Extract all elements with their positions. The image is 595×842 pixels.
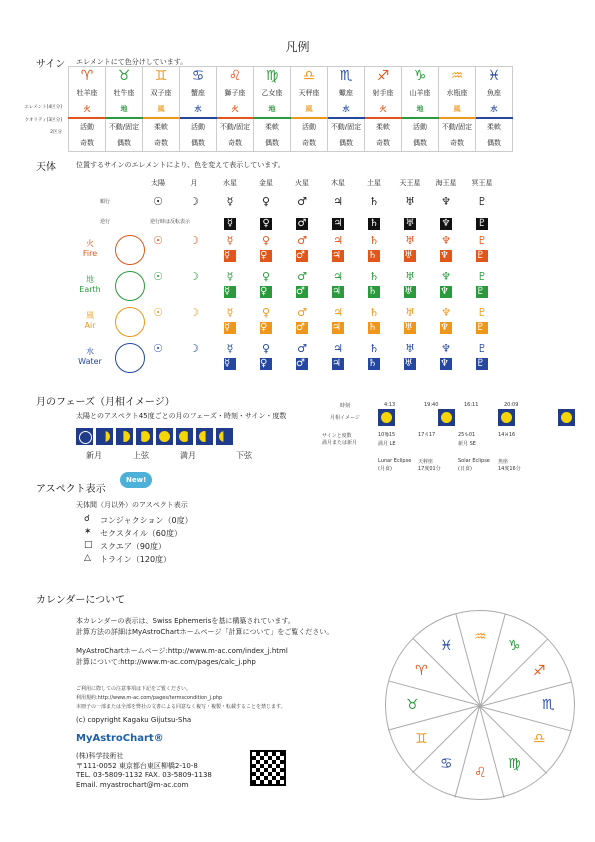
element-planet-glyph: ♄ — [369, 270, 379, 283]
sign-quality-cell: 柔軟 — [143, 118, 180, 135]
aspect-glyph-icon: ☌ — [84, 514, 91, 524]
element-planet-glyph: ♇ — [477, 306, 487, 319]
element-planet-retro-icon: ♇ — [476, 286, 488, 298]
moon-phase-icon — [76, 428, 93, 445]
element-planet-glyph: ♇ — [477, 342, 487, 355]
sign-element-cell: 火 — [217, 101, 254, 118]
element-planet-retro-icon: ♆ — [440, 250, 452, 262]
element-planet-retro-icon: ☿ — [224, 250, 236, 262]
element-planet-retro-icon: ♂ — [296, 250, 308, 262]
element-jp: 火 — [86, 239, 94, 248]
element-planet-glyph: ☿ — [226, 234, 234, 247]
moon-example-caption2: (月食) — [378, 466, 392, 472]
sign-element-cell: 地 — [402, 101, 439, 118]
sign-element-cell: 火 — [69, 101, 106, 118]
calc-link[interactable]: 計算について:http://www.m-ac.com/pages/calc_j.php — [76, 658, 256, 666]
planet-glyph-retro-icon: ♄ — [369, 218, 379, 229]
planet-section-label: 天体 — [36, 162, 56, 173]
moon-example-icon — [558, 409, 575, 426]
moon-example-event: 新月 SE — [458, 441, 476, 447]
aspect-glyph-icon: ✶ — [84, 527, 92, 537]
legend-time: 時刻 — [340, 403, 351, 409]
sign-glyph-cell: ♋ — [180, 67, 217, 86]
sign-glyph-cell: ♒ — [439, 67, 476, 86]
moon-example-caption: 天秤座 — [418, 459, 434, 465]
moon-phase-icon — [136, 428, 153, 445]
element-en: Air — [84, 321, 96, 330]
company-address: 〒111-0052 東京都台東区柳橋2-10-8 — [76, 762, 198, 770]
legend-sign-degree: サインと度数 — [322, 433, 352, 439]
element-planet-glyph: ♀ — [261, 234, 271, 247]
planet-name: 木星 — [331, 179, 345, 187]
company-tel: TEL. 03-5809-1132 FAX. 03-5809-1138 — [76, 771, 212, 779]
moon-example-sign: 17♌17 — [418, 432, 436, 438]
element-planet-retro-icon: ♂ — [296, 358, 308, 370]
sign-section-note: エレメントにて色分けしています。 — [76, 58, 188, 66]
element-jp: 水 — [86, 347, 94, 356]
calendar-section-label: カレンダーについて — [36, 595, 126, 606]
moon-phase-icon — [156, 428, 173, 445]
element-planet-glyph: ♅ — [405, 306, 415, 319]
row-label-quality: クオリティ[3区分] — [24, 118, 62, 123]
wheel-sign-icon: ♑ — [508, 638, 521, 655]
element-planet-retro-icon: ♅ — [404, 250, 416, 262]
sign-dual-cell: 奇数 — [143, 135, 180, 152]
moon-example-time: 19:40 — [424, 402, 439, 408]
element-en: Water — [78, 357, 102, 366]
element-planet-glyph: ♀ — [261, 306, 271, 319]
element-planet-glyph: ♇ — [477, 234, 487, 247]
element-planet-glyph: ☽ — [189, 342, 199, 355]
sign-quality-cell: 不動/固定 — [106, 118, 143, 135]
sign-quality-cell: 活動 — [402, 118, 439, 135]
element-planet-glyph: ♆ — [441, 342, 451, 355]
sign-glyph-cell: ♈ — [69, 67, 106, 86]
element-planet-glyph: ♄ — [369, 234, 379, 247]
moon-example-sign: 14♓16 — [498, 432, 516, 438]
moon-example-event: 満月 LE — [378, 441, 396, 447]
moon-phase-icon — [116, 428, 133, 445]
sign-table — [68, 66, 513, 152]
element-planet-retro-icon: ♃ — [332, 322, 344, 334]
element-planet-glyph: ☉ — [153, 270, 163, 283]
element-planet-glyph: ♅ — [405, 234, 415, 247]
element-planet-glyph: ☿ — [226, 342, 234, 355]
planet-glyph-direct: ♇ — [477, 194, 487, 208]
company-email[interactable]: Email. myastrochart@m-ac.com — [76, 781, 189, 789]
element-planet-retro-icon: ♄ — [368, 358, 380, 370]
planet-glyph-direct: ♆ — [441, 194, 451, 208]
element-planet-retro-icon: ♄ — [368, 250, 380, 262]
retro-note: 逆行時は反転表示 — [150, 219, 191, 225]
sign-name-cell: 蠍座 — [328, 85, 365, 101]
moon-example-time: 20:09 — [504, 402, 519, 408]
moon-example-caption2: 14度16分 — [498, 466, 521, 472]
moon-phase-icon — [176, 428, 193, 445]
aspect-label: スクエア（90度） — [100, 542, 167, 551]
aspect-section-note: 天体間（月以外）のアスペクト表示 — [76, 501, 188, 509]
sign-section-label: サイン — [36, 59, 66, 70]
moon-example-icon — [498, 409, 515, 426]
sign-element-cell: 風 — [439, 101, 476, 118]
planet-name: 太陽 — [151, 179, 165, 187]
moon-example-time: 16:11 — [464, 402, 479, 408]
sign-element-cell: 水 — [476, 101, 513, 118]
row-direct-label: 順行 — [100, 199, 111, 205]
element-planet-glyph: ☉ — [153, 342, 163, 355]
element-label — [70, 274, 110, 294]
label-last-quarter: 下弦 — [236, 451, 252, 460]
element-planet-glyph: ☽ — [189, 306, 199, 319]
planet-table — [140, 176, 500, 234]
sign-name-cell: 天秤座 — [291, 85, 328, 101]
planet-glyph-retro-icon: ♇ — [477, 218, 487, 229]
wheel-sign-icon: ♍ — [508, 755, 521, 772]
element-jp: 地 — [86, 275, 94, 284]
moon-example-caption: Lunar Eclipse — [378, 458, 412, 464]
sign-name-cell: 双子座 — [143, 85, 180, 101]
planet-name: 冥王星 — [471, 179, 493, 187]
label-first-quarter: 上弦 — [133, 451, 149, 460]
element-planet-retro-icon: ♄ — [368, 286, 380, 298]
planet-name: 土星 — [367, 179, 381, 187]
sign-quality-cell: 活動 — [291, 118, 328, 135]
element-planet-glyph: ♂ — [297, 306, 307, 319]
element-planet-glyph: ☿ — [226, 306, 234, 319]
planet-name: 水星 — [223, 179, 237, 187]
sign-quality-cell: 柔軟 — [254, 118, 291, 135]
moon-phase-icon — [216, 428, 233, 445]
planet-glyph-retro — [212, 212, 248, 234]
sign-dual-cell: 奇数 — [365, 135, 402, 152]
sign-quality-cell: 不動/固定 — [328, 118, 365, 135]
sign-element-cell: 風 — [143, 101, 180, 118]
element-planet-glyph: ♀ — [261, 342, 271, 355]
element-planet-glyph: ♂ — [297, 234, 307, 247]
element-planet-glyph: ♃ — [333, 270, 343, 283]
fine-print-2[interactable]: 利用規約:http://www.m-ac.com/pages/termscondition_j.php — [76, 695, 223, 701]
sign-quality-cell: 柔軟 — [365, 118, 402, 135]
element-planet-retro-icon: ♀ — [260, 286, 272, 298]
moon-example-icon — [438, 409, 455, 426]
element-planet-retro-icon: ♀ — [260, 358, 272, 370]
sign-glyph-cell: ♎ — [291, 67, 328, 86]
wheel-sign-icon: ♒ — [474, 629, 487, 645]
sign-name-cell: 獅子座 — [217, 85, 254, 101]
moon-example-caption: 魚座 — [498, 459, 509, 465]
element-planet-glyph: ♄ — [369, 306, 379, 319]
fine-print-3: 本冊子の一部または全部を弊社の文書による同意なく複写・複製・転載することを禁じます。 — [76, 704, 286, 710]
mini-zodiac-wheel — [115, 343, 145, 373]
element-planet-glyph: ☉ — [153, 234, 163, 247]
planet-glyph-direct: ♂ — [297, 194, 307, 208]
moon-example-caption2: 17度01分 — [418, 466, 441, 472]
sign-glyph-cell: ♉ — [106, 67, 143, 86]
sign-dual-cell: 偶数 — [254, 135, 291, 152]
moon-example-sign: 10♍15 — [378, 432, 396, 438]
sign-name-cell: 蟹座 — [180, 85, 217, 101]
element-planet-glyph: ♅ — [405, 342, 415, 355]
element-planet-retro-icon: ♂ — [296, 286, 308, 298]
element-planet-glyph: ♃ — [333, 342, 343, 355]
planet-name: 海王星 — [435, 179, 457, 187]
row-label-element: エレメント[4区分] — [24, 105, 62, 110]
wheel-sign-icon: ♐ — [532, 663, 546, 679]
element-planet-retro-icon: ♅ — [404, 286, 416, 298]
sign-quality-cell: 活動 — [69, 118, 106, 135]
element-planet-glyph: ♃ — [333, 306, 343, 319]
planet-glyph-retro-icon: ♆ — [441, 218, 451, 229]
wheel-sign-icon: ♎ — [532, 731, 546, 747]
planet-glyph-retro — [248, 212, 284, 234]
planet-section-note: 位置するサインのエレメントにより、色を変えて表示しています。 — [76, 161, 285, 169]
element-planet-retro-icon: ♆ — [440, 358, 452, 370]
element-planet-retro-icon: ♇ — [476, 358, 488, 370]
sign-element-cell: 地 — [254, 101, 291, 118]
sign-quality-cell: 不動/固定 — [439, 118, 476, 135]
element-label — [70, 346, 110, 366]
sign-glyph-cell: ♓ — [476, 67, 513, 86]
row-label-dual: 2区分 — [50, 130, 62, 135]
element-planet-retro-icon: ♃ — [332, 358, 344, 370]
wheel-spoke — [454, 706, 480, 798]
planet-glyph-retro — [464, 212, 500, 234]
qr-code[interactable] — [250, 750, 286, 786]
sign-name-cell: 山羊座 — [402, 85, 439, 101]
sign-dual-cell: 偶数 — [106, 135, 143, 152]
wheel-sign-icon: ♈ — [415, 663, 428, 679]
element-planet-retro-icon: ☿ — [224, 286, 236, 298]
aspect-label: セクスタイル（60度） — [100, 529, 182, 538]
sign-dual-cell: 奇数 — [291, 135, 328, 152]
wheel-sign-icon: ♉ — [406, 697, 419, 713]
element-planet-glyph: ♄ — [369, 342, 379, 355]
sign-dual-cell: 偶数 — [180, 135, 217, 152]
element-planet-retro-icon: ♃ — [332, 286, 344, 298]
label-new-moon: 新月 — [86, 451, 102, 460]
planet-glyph-retro — [140, 212, 176, 234]
element-planet-retro-icon: ♇ — [476, 250, 488, 262]
element-planet-retro-icon: ☿ — [224, 358, 236, 370]
moon-example-caption2: (日食) — [458, 466, 472, 472]
planet-name: 火星 — [295, 179, 309, 187]
calendar-line-1: 本カレンダーの表示は、Swiss Ephemerisを基に構築されています。 — [76, 617, 295, 625]
element-planet-glyph: ♅ — [405, 270, 415, 283]
element-planet-retro-icon: ♅ — [404, 322, 416, 334]
element-planet-retro-icon: ♇ — [476, 322, 488, 334]
wheel-sign-icon: ♊ — [415, 731, 428, 747]
page-title: 凡例 — [285, 40, 310, 54]
planet-glyph-retro-icon: ♅ — [405, 218, 415, 229]
planet-glyph-retro-icon: ♃ — [333, 218, 343, 229]
planet-glyph-direct: ☿ — [226, 194, 234, 208]
mini-zodiac-wheel — [115, 307, 145, 337]
planet-glyph-retro — [284, 212, 320, 234]
sign-element-cell: 火 — [365, 101, 402, 118]
planet-glyph-retro — [428, 212, 464, 234]
element-planet-retro-icon: ♆ — [440, 286, 452, 298]
aspect-glyph-icon: △ — [84, 553, 91, 563]
element-planet-retro-icon: ♃ — [332, 250, 344, 262]
aspect-glyph-icon: □ — [84, 540, 93, 550]
sign-element-cell: 風 — [291, 101, 328, 118]
planet-glyph-retro — [356, 212, 392, 234]
sign-dual-cell: 奇数 — [69, 135, 106, 152]
sign-dual-cell: 奇数 — [439, 135, 476, 152]
element-planet-retro-icon: ♀ — [260, 250, 272, 262]
sign-glyph-cell: ♑ — [402, 67, 439, 86]
element-label — [70, 310, 110, 330]
element-planet-glyph: ☿ — [226, 270, 234, 283]
sign-glyph-cell: ♌ — [217, 67, 254, 86]
aspect-section-label: アスペクト表示 — [36, 484, 106, 495]
sign-dual-cell: 奇数 — [217, 135, 254, 152]
brand-logo: MyAstroChart® — [76, 733, 164, 744]
element-planet-retro-icon: ♂ — [296, 322, 308, 334]
zodiac-wheel — [385, 610, 575, 800]
aspect-label: コンジャクション（0度） — [100, 516, 193, 525]
planet-glyph-retro-icon: ♂ — [297, 218, 307, 229]
moon-example-icon — [378, 409, 395, 426]
sign-name-cell: 魚座 — [476, 85, 513, 101]
copyright: (c) copyright Kagaku Gijutsu-Sha — [76, 716, 192, 724]
row-retro-label: 逆行 — [100, 219, 111, 225]
mini-zodiac-wheel — [115, 271, 145, 301]
element-planet-retro-icon: ♀ — [260, 322, 272, 334]
company-name: (株)科学技術社 — [76, 752, 124, 760]
sign-quality-cell: 活動 — [180, 118, 217, 135]
planet-glyph-direct: ☽ — [189, 194, 199, 208]
sign-element-cell: 水 — [328, 101, 365, 118]
sign-name-cell: 牡牛座 — [106, 85, 143, 101]
planet-glyph-direct: ☉ — [153, 194, 163, 208]
element-jp: 風 — [86, 311, 94, 320]
fine-print-1: ご利用に際しての注意事項は下記をご覧ください。 — [76, 686, 192, 692]
planet-glyph-retro — [392, 212, 428, 234]
element-planet-glyph: ♇ — [477, 270, 487, 283]
moon-example-time: 4:13 — [384, 402, 396, 408]
element-planet-retro-icon: ♄ — [368, 322, 380, 334]
planet-glyph-direct: ♃ — [333, 194, 343, 208]
wheel-sign-icon: ♏ — [542, 697, 555, 713]
wheel-spoke — [480, 681, 572, 707]
aspect-label: トライン（120度） — [100, 555, 172, 564]
element-planet-glyph: ♀ — [261, 270, 271, 283]
element-planet-glyph: ♆ — [441, 234, 451, 247]
element-planet-glyph: ♃ — [333, 234, 343, 247]
element-planet-glyph: ♂ — [297, 270, 307, 283]
element-planet-glyph: ☽ — [189, 234, 199, 247]
sign-name-cell: 水瓶座 — [439, 85, 476, 101]
element-planet-glyph: ☽ — [189, 270, 199, 283]
element-planet-glyph: ♆ — [441, 270, 451, 283]
element-label — [70, 238, 110, 258]
legend-full-new: 満月または新月 — [322, 440, 358, 446]
element-planet-glyph: ♆ — [441, 306, 451, 319]
element-en: Earth — [79, 285, 101, 294]
element-planet-glyph: ☉ — [153, 306, 163, 319]
sign-glyph-cell: ♊ — [143, 67, 180, 86]
sign-element-cell: 地 — [106, 101, 143, 118]
planet-glyph-retro — [320, 212, 356, 234]
wheel-sign-icon: ♌ — [474, 765, 487, 781]
mini-zodiac-wheel — [115, 235, 145, 265]
wheel-sign-icon: ♋ — [440, 755, 453, 772]
element-en: Fire — [82, 249, 98, 258]
planet-glyph-retro-icon: ☿ — [224, 218, 236, 230]
sign-glyph-cell: ♏ — [328, 67, 365, 86]
moon-phase-icon — [196, 428, 213, 445]
sign-dual-cell: 偶数 — [402, 135, 439, 152]
planet-glyph-direct: ♅ — [405, 194, 415, 208]
sign-element-cell: 水 — [180, 101, 217, 118]
element-planet-retro-icon: ☿ — [224, 322, 236, 334]
sign-dual-cell: 偶数 — [328, 135, 365, 152]
moon-phase-strip — [76, 428, 236, 449]
planet-glyph-direct: ♀ — [261, 194, 271, 208]
element-planet-retro-icon: ♅ — [404, 358, 416, 370]
sign-name-cell: 射手座 — [365, 85, 402, 101]
sign-row-labels — [2, 104, 62, 135]
planet-name: 天王星 — [399, 179, 421, 187]
planet-glyph-retro-icon: ♀ — [260, 218, 272, 230]
moon-example-caption: Solar Eclipse — [458, 458, 490, 464]
legend-phase-image: 月相イメージ — [330, 415, 360, 421]
sign-quality-cell: 不動/固定 — [217, 118, 254, 135]
sign-name-cell: 乙女座 — [254, 85, 291, 101]
planet-name: 月 — [190, 179, 198, 187]
element-planet-retro-icon: ♆ — [440, 322, 452, 334]
sign-glyph-cell: ♐ — [365, 67, 402, 86]
label-full-moon: 満月 — [180, 451, 196, 460]
wheel-sign-icon: ♓ — [440, 638, 453, 655]
moon-section-note: 太陽とのアスペクト45度ごとの月のフェーズ・時刻・サイン・度数 — [76, 412, 287, 420]
calendar-line-2: 計算方法の詳細はMyAstroChartホームページ「計算について」をご覧ください。 — [76, 628, 334, 636]
planet-glyph-retro — [176, 212, 212, 234]
sign-dual-cell: 偶数 — [476, 135, 513, 152]
element-planet-glyph: ♂ — [297, 342, 307, 355]
moon-section-label: 月のフェーズ（月相イメージ） — [36, 397, 175, 408]
planet-glyph-direct: ♄ — [369, 194, 379, 208]
moon-phase-icon — [96, 428, 113, 445]
sign-name-cell: 牡羊座 — [69, 85, 106, 101]
sign-glyph-cell: ♍ — [254, 67, 291, 86]
planet-name: 金星 — [259, 179, 273, 187]
new-badge: New! — [120, 472, 152, 488]
homepage-link[interactable]: MyAstroChartホームページ:http://www.m-ac.com/index_j.html — [76, 647, 288, 655]
moon-example-sign: 25♑01 — [458, 432, 476, 438]
sign-quality-cell: 柔軟 — [476, 118, 513, 135]
